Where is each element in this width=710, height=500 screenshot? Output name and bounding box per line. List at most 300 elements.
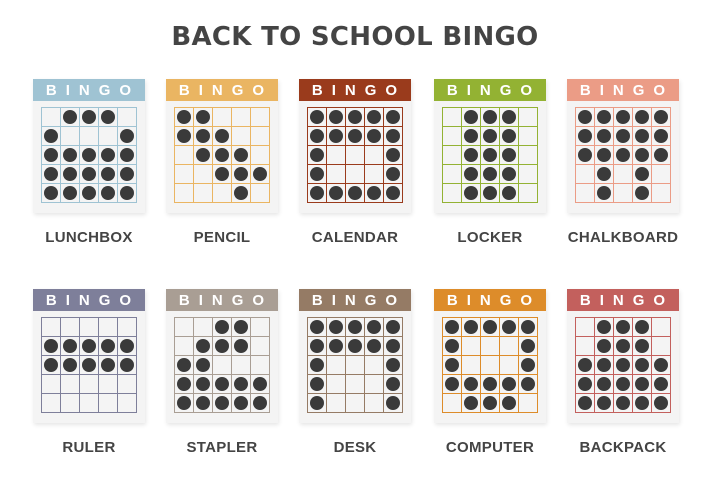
bingo-cell — [42, 318, 61, 337]
bingo-cell — [327, 318, 346, 337]
bingo-cell — [614, 337, 633, 356]
bingo-marker-dot — [597, 377, 611, 391]
bingo-marker-dot — [63, 110, 77, 124]
bingo-marker-dot — [616, 129, 630, 143]
bingo-cell — [519, 356, 538, 375]
bingo-cell — [443, 184, 462, 203]
bingo-marker-dot — [329, 129, 343, 143]
bingo-cell — [481, 146, 500, 165]
bingo-cell — [443, 375, 462, 394]
bingo-cell — [500, 165, 519, 184]
bingo-marker-dot — [215, 167, 229, 181]
bingo-cell — [652, 375, 671, 394]
bingo-cell — [61, 108, 80, 127]
bingo-cell — [633, 108, 652, 127]
bingo-cell — [500, 394, 519, 413]
bingo-cell — [213, 337, 232, 356]
bingo-cell — [61, 375, 80, 394]
bingo-marker-dot — [177, 358, 191, 372]
bingo-marker-dot — [367, 110, 381, 124]
bingo-cell — [462, 394, 481, 413]
bingo-cell — [99, 184, 118, 203]
bingo-marker-dot — [101, 110, 115, 124]
bingo-cell — [443, 318, 462, 337]
bingo-cell — [443, 165, 462, 184]
bingo-cell — [500, 184, 519, 203]
bingo-marker-dot — [82, 167, 96, 181]
bingo-marker-dot — [616, 396, 630, 410]
bingo-cell — [118, 337, 137, 356]
bingo-cell — [652, 337, 671, 356]
bingo-marker-dot — [310, 377, 324, 391]
bingo-cell — [118, 165, 137, 184]
bingo-cell — [576, 127, 595, 146]
bingo-cell — [384, 108, 403, 127]
bingo-marker-dot — [348, 320, 362, 334]
bingo-marker-dot — [82, 358, 96, 372]
bingo-card-header: BINGO — [166, 289, 278, 311]
bingo-cell — [652, 165, 671, 184]
bingo-marker-dot — [348, 339, 362, 353]
bingo-cell — [118, 318, 137, 337]
bingo-marker-dot — [310, 358, 324, 372]
bingo-marker-dot — [578, 148, 592, 162]
bingo-grid — [307, 107, 403, 203]
bingo-cell — [614, 146, 633, 165]
bingo-cell — [519, 165, 538, 184]
bingo-cell — [308, 165, 327, 184]
bingo-cell — [462, 337, 481, 356]
bingo-cell — [462, 184, 481, 203]
bingo-cell — [61, 394, 80, 413]
bingo-marker-dot — [196, 148, 210, 162]
bingo-cell — [346, 394, 365, 413]
bingo-marker-dot — [253, 377, 267, 391]
bingo-marker-dot — [502, 377, 516, 391]
bingo-cell — [576, 165, 595, 184]
bingo-marker-dot — [635, 167, 649, 181]
bingo-cell — [42, 127, 61, 146]
bingo-grid — [307, 317, 403, 413]
bingo-cell — [652, 394, 671, 413]
bingo-marker-dot — [616, 339, 630, 353]
bingo-marker-dot — [234, 396, 248, 410]
bingo-cell — [443, 146, 462, 165]
bingo-marker-dot — [502, 186, 516, 200]
bingo-cell — [251, 356, 270, 375]
bingo-marker-dot — [196, 358, 210, 372]
bingo-cell — [481, 356, 500, 375]
bingo-cell — [633, 356, 652, 375]
bingo-cell — [481, 108, 500, 127]
bingo-cell — [175, 146, 194, 165]
bingo-cell — [232, 165, 251, 184]
bingo-marker-dot — [578, 129, 592, 143]
bingo-card-header: BINGO — [567, 79, 679, 101]
bingo-cell — [308, 146, 327, 165]
bingo-marker-dot — [196, 396, 210, 410]
bingo-card-body — [33, 79, 145, 213]
bingo-cell — [118, 184, 137, 203]
bingo-marker-dot — [63, 167, 77, 181]
bingo-marker-dot — [578, 377, 592, 391]
bingo-cell — [443, 108, 462, 127]
bingo-cell — [595, 375, 614, 394]
bingo-cell — [500, 127, 519, 146]
bingo-cell — [633, 184, 652, 203]
bingo-cell — [327, 375, 346, 394]
bingo-cell — [232, 108, 251, 127]
bingo-cell — [519, 375, 538, 394]
bingo-marker-dot — [445, 358, 459, 372]
bingo-marker-dot — [635, 396, 649, 410]
bingo-card-header: BINGO — [434, 79, 546, 101]
bingo-marker-dot — [386, 148, 400, 162]
bingo-cell — [327, 356, 346, 375]
bingo-card-header: BINGO — [33, 79, 145, 101]
bingo-cell — [118, 356, 137, 375]
bingo-marker-dot — [654, 396, 668, 410]
bingo-cell — [346, 184, 365, 203]
bingo-cell — [42, 146, 61, 165]
bingo-marker-dot — [44, 167, 58, 181]
bingo-cell — [42, 108, 61, 127]
bingo-cell — [251, 108, 270, 127]
bingo-marker-dot — [348, 129, 362, 143]
bingo-marker-dot — [616, 358, 630, 372]
bingo-marker-dot — [215, 396, 229, 410]
bingo-marker-dot — [82, 148, 96, 162]
bingo-cell — [652, 184, 671, 203]
bingo-cell — [365, 356, 384, 375]
bingo-marker-dot — [616, 148, 630, 162]
bingo-cell — [365, 165, 384, 184]
bingo-marker-dot — [464, 167, 478, 181]
bingo-cell — [61, 318, 80, 337]
bingo-card-header: BINGO — [33, 289, 145, 311]
bingo-cell — [213, 356, 232, 375]
bingo-cell — [213, 184, 232, 203]
bingo-cell — [308, 108, 327, 127]
bingo-marker-dot — [234, 186, 248, 200]
bingo-cell — [519, 108, 538, 127]
bingo-marker-dot — [502, 110, 516, 124]
bingo-cell — [652, 127, 671, 146]
bingo-marker-dot — [597, 396, 611, 410]
bingo-cell — [99, 356, 118, 375]
bingo-cell — [251, 146, 270, 165]
bingo-marker-dot — [367, 339, 381, 353]
bingo-cell — [194, 146, 213, 165]
bingo-marker-dot — [348, 110, 362, 124]
bingo-cell — [80, 356, 99, 375]
bingo-cell — [42, 356, 61, 375]
bingo-marker-dot — [253, 396, 267, 410]
bingo-marker-dot — [329, 320, 343, 334]
bingo-marker-dot — [120, 148, 134, 162]
bingo-grid — [442, 107, 538, 203]
bingo-card-header: BINGO — [299, 79, 411, 101]
bingo-cell — [633, 165, 652, 184]
bingo-cell — [595, 165, 614, 184]
bingo-marker-dot — [82, 186, 96, 200]
bingo-cell — [346, 146, 365, 165]
bingo-cell — [384, 146, 403, 165]
bingo-cell — [384, 337, 403, 356]
bingo-cell — [251, 394, 270, 413]
bingo-cell — [327, 127, 346, 146]
bingo-cell — [614, 165, 633, 184]
bingo-cell — [462, 127, 481, 146]
bingo-card-header: BINGO — [567, 289, 679, 311]
bingo-marker-dot — [44, 358, 58, 372]
bingo-marker-dot — [654, 148, 668, 162]
bingo-marker-dot — [483, 167, 497, 181]
bingo-marker-dot — [310, 186, 324, 200]
bingo-marker-dot — [44, 186, 58, 200]
bingo-marker-dot — [445, 339, 459, 353]
bingo-cell — [42, 394, 61, 413]
bingo-marker-dot — [310, 396, 324, 410]
bingo-marker-dot — [635, 320, 649, 334]
bingo-card-body — [567, 289, 679, 423]
bingo-cell — [519, 394, 538, 413]
bingo-marker-dot — [635, 186, 649, 200]
bingo-marker-dot — [635, 110, 649, 124]
bingo-marker-dot — [483, 148, 497, 162]
bingo-cell — [519, 318, 538, 337]
bingo-cell — [365, 394, 384, 413]
bingo-marker-dot — [253, 167, 267, 181]
bingo-marker-dot — [483, 110, 497, 124]
bingo-marker-dot — [464, 148, 478, 162]
bingo-cell — [633, 146, 652, 165]
bingo-cell — [80, 375, 99, 394]
bingo-cell — [481, 337, 500, 356]
bingo-card-label: BACKPACK — [579, 439, 667, 456]
bingo-cell — [175, 375, 194, 394]
bingo-grid — [575, 317, 671, 413]
bingo-cell — [175, 184, 194, 203]
bingo-marker-dot — [464, 129, 478, 143]
bingo-marker-dot — [234, 320, 248, 334]
bingo-cell — [61, 127, 80, 146]
bingo-card-header: BINGO — [166, 79, 278, 101]
bingo-cell — [175, 394, 194, 413]
bingo-marker-dot — [386, 110, 400, 124]
bingo-marker-dot — [654, 110, 668, 124]
bingo-cell — [633, 127, 652, 146]
bingo-cell — [346, 375, 365, 394]
bingo-marker-dot — [177, 129, 191, 143]
bingo-marker-dot — [101, 186, 115, 200]
bingo-marker-dot — [101, 148, 115, 162]
bingo-cell — [251, 165, 270, 184]
bingo-marker-dot — [502, 148, 516, 162]
bingo-marker-dot — [386, 358, 400, 372]
bingo-cell — [576, 146, 595, 165]
bingo-cell — [118, 146, 137, 165]
bingo-grid — [442, 317, 538, 413]
bingo-cell — [443, 337, 462, 356]
bingo-marker-dot — [597, 129, 611, 143]
bingo-cell — [576, 318, 595, 337]
bingo-cell — [213, 165, 232, 184]
bingo-cell — [384, 394, 403, 413]
bingo-cell — [443, 127, 462, 146]
bingo-cell — [614, 375, 633, 394]
bingo-marker-dot — [44, 148, 58, 162]
bingo-marker-dot — [177, 377, 191, 391]
bingo-marker-dot — [578, 358, 592, 372]
bingo-marker-dot — [120, 167, 134, 181]
bingo-cell — [614, 108, 633, 127]
bingo-marker-dot — [234, 167, 248, 181]
bingo-cell — [365, 146, 384, 165]
bingo-cell — [118, 394, 137, 413]
bingo-cell — [519, 146, 538, 165]
bingo-marker-dot — [386, 377, 400, 391]
bingo-cell — [652, 146, 671, 165]
bingo-cell — [175, 337, 194, 356]
bingo-marker-dot — [215, 377, 229, 391]
bingo-card-label: CHALKBOARD — [567, 229, 679, 246]
bingo-marker-dot — [101, 167, 115, 181]
bingo-marker-dot — [386, 339, 400, 353]
bingo-cell — [384, 184, 403, 203]
bingo-cell — [500, 318, 519, 337]
bingo-marker-dot — [483, 320, 497, 334]
bingo-card-body — [33, 289, 145, 423]
bingo-marker-dot — [483, 186, 497, 200]
bingo-cell — [346, 108, 365, 127]
bingo-marker-dot — [445, 320, 459, 334]
bingo-cell — [595, 318, 614, 337]
bingo-marker-dot — [464, 320, 478, 334]
bingo-cell — [118, 375, 137, 394]
bingo-cell — [365, 108, 384, 127]
bingo-cell — [576, 184, 595, 203]
bingo-cell — [365, 318, 384, 337]
bingo-cell — [346, 337, 365, 356]
bingo-cell — [595, 127, 614, 146]
bingo-marker-dot — [348, 186, 362, 200]
bingo-cell — [80, 127, 99, 146]
bingo-cell — [213, 108, 232, 127]
bingo-cell — [462, 108, 481, 127]
bingo-cell — [327, 394, 346, 413]
bingo-marker-dot — [521, 339, 535, 353]
bingo-marker-dot — [654, 358, 668, 372]
bingo-cell — [308, 184, 327, 203]
bingo-marker-dot — [597, 358, 611, 372]
bingo-marker-dot — [616, 110, 630, 124]
bingo-marker-dot — [616, 320, 630, 334]
bingo-cell — [213, 375, 232, 394]
bingo-grid — [575, 107, 671, 203]
bingo-marker-dot — [483, 396, 497, 410]
bingo-marker-dot — [310, 148, 324, 162]
bingo-marker-dot — [120, 186, 134, 200]
bingo-marker-dot — [654, 129, 668, 143]
bingo-cell — [481, 318, 500, 337]
bingo-marker-dot — [521, 320, 535, 334]
bingo-cell — [652, 318, 671, 337]
bingo-cell — [194, 127, 213, 146]
bingo-marker-dot — [63, 358, 77, 372]
bingo-marker-dot — [502, 320, 516, 334]
bingo-cell — [614, 318, 633, 337]
bingo-marker-dot — [177, 396, 191, 410]
bingo-cell — [443, 394, 462, 413]
bingo-marker-dot — [597, 186, 611, 200]
bingo-marker-dot — [578, 110, 592, 124]
bingo-marker-dot — [234, 148, 248, 162]
bingo-cell — [308, 356, 327, 375]
bingo-marker-dot — [63, 339, 77, 353]
bingo-cell — [462, 165, 481, 184]
bingo-cell — [576, 375, 595, 394]
bingo-cell — [346, 165, 365, 184]
bingo-marker-dot — [215, 320, 229, 334]
bingo-cell — [462, 318, 481, 337]
bingo-marker-dot — [483, 377, 497, 391]
bingo-marker-dot — [464, 377, 478, 391]
bingo-marker-dot — [101, 358, 115, 372]
bingo-card-header: BINGO — [299, 289, 411, 311]
bingo-marker-dot — [120, 129, 134, 143]
bingo-marker-dot — [310, 167, 324, 181]
bingo-marker-dot — [386, 167, 400, 181]
bingo-cell — [443, 356, 462, 375]
bingo-cell — [365, 375, 384, 394]
bingo-cell — [175, 318, 194, 337]
bingo-cell — [118, 127, 137, 146]
bingo-marker-dot — [386, 396, 400, 410]
bingo-cell — [194, 184, 213, 203]
bingo-marker-dot — [654, 377, 668, 391]
bingo-cell — [232, 146, 251, 165]
bingo-cell — [99, 108, 118, 127]
bingo-cell — [519, 127, 538, 146]
bingo-cell — [633, 337, 652, 356]
bingo-cell — [308, 337, 327, 356]
bingo-marker-dot — [635, 339, 649, 353]
bingo-cell — [384, 375, 403, 394]
bingo-marker-dot — [120, 358, 134, 372]
bingo-cell — [213, 318, 232, 337]
bingo-cell — [232, 394, 251, 413]
bingo-marker-dot — [44, 129, 58, 143]
page-title: BACK TO SCHOOL BINGO — [171, 22, 539, 52]
bingo-marker-dot — [82, 339, 96, 353]
bingo-marker-dot — [521, 377, 535, 391]
bingo-marker-dot — [464, 186, 478, 200]
bingo-cell — [251, 375, 270, 394]
bingo-card-body — [434, 289, 546, 423]
bingo-cell — [194, 165, 213, 184]
bingo-card-label: RULER — [62, 439, 116, 456]
bingo-cell — [308, 394, 327, 413]
bingo-card-body — [166, 289, 278, 423]
bingo-marker-dot — [196, 110, 210, 124]
bingo-marker-dot — [196, 377, 210, 391]
bingo-cell — [232, 375, 251, 394]
bingo-card-body — [166, 79, 278, 213]
bingo-cell — [576, 337, 595, 356]
bingo-card-label: STAPLER — [186, 439, 258, 456]
bingo-cell — [213, 394, 232, 413]
